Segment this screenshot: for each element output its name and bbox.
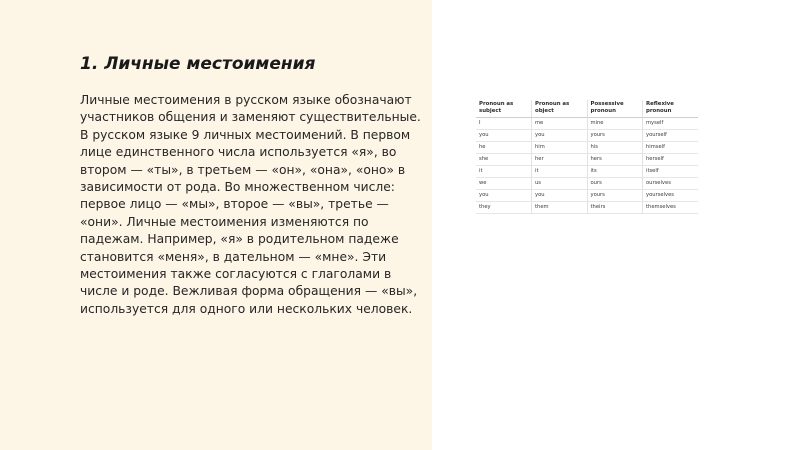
table-row [476,142,698,154]
table-row [476,202,698,214]
table-cell: us [532,178,588,190]
header-cell-possessive: Possessive pronoun [587,100,643,118]
table-cell: yourself [643,130,699,142]
table-row [476,190,698,202]
table-cell: they [476,202,532,214]
table-cell: you [476,190,532,202]
table-cell: itself [643,166,699,178]
table-cell: its [587,166,643,178]
table-cell: him [532,142,588,154]
table-cell: she [476,154,532,166]
right-panel [432,0,800,450]
table-cell: you [532,190,588,202]
table-cell: you [476,130,532,142]
table-cell: ours [587,178,643,190]
pronoun-table [476,100,698,214]
table-cell: hers [587,154,643,166]
table-cell: he [476,142,532,154]
table-row [476,178,698,190]
header-cell-object: Pronoun as object [532,100,588,118]
table-cell: me [532,118,588,130]
pronoun-table-body [476,118,698,214]
table-row [476,118,698,130]
table-cell: it [532,166,588,178]
table-cell: it [476,166,532,178]
table-cell: yours [587,130,643,142]
table-cell: I [476,118,532,130]
slide-title: 1. Личные местоимения [80,54,316,74]
table-cell: them [532,202,588,214]
table-cell: myself [643,118,699,130]
table-row [476,166,698,178]
table-cell: ourselves [643,178,699,190]
slide-body-text: Личные местоимения в русском языке обозначают участников общения и заменяют существительные. В русском языке 9 личных местоимений. В первом лице единственного числа используется «я», во втором — «ты», в третьем — «он», «она», «оно» в зависимости от рода. Во множественном числе: первое лицо — «мы», второе — «вы», третье — «они». Личные местоимения изменяются по падежам. Например, «я» в родительном падеже становится «меня», в дательном — «мне». Эти местоимения также согласуются с глаголами в числе и роде. Вежливая форма обращения — «вы», используется для одного или нескольких человек. [80,93,421,316]
table-row [476,154,698,166]
table-cell: his [587,142,643,154]
table-cell: her [532,154,588,166]
table-header-row [476,100,698,118]
table-cell: yours [587,190,643,202]
pronoun-table-header [476,100,698,118]
header-cell-subject: Pronoun as subject [476,100,532,118]
table-cell: mine [587,118,643,130]
table-cell: you [532,130,588,142]
table-cell: yourselves [643,190,699,202]
table-cell: we [476,178,532,190]
table-cell: himself [643,142,699,154]
table-cell: herself [643,154,699,166]
table-cell: theirs [587,202,643,214]
table-row [476,130,698,142]
table-cell: themselves [643,202,699,214]
header-cell-reflexive: Reflexive pronoun [643,100,699,118]
